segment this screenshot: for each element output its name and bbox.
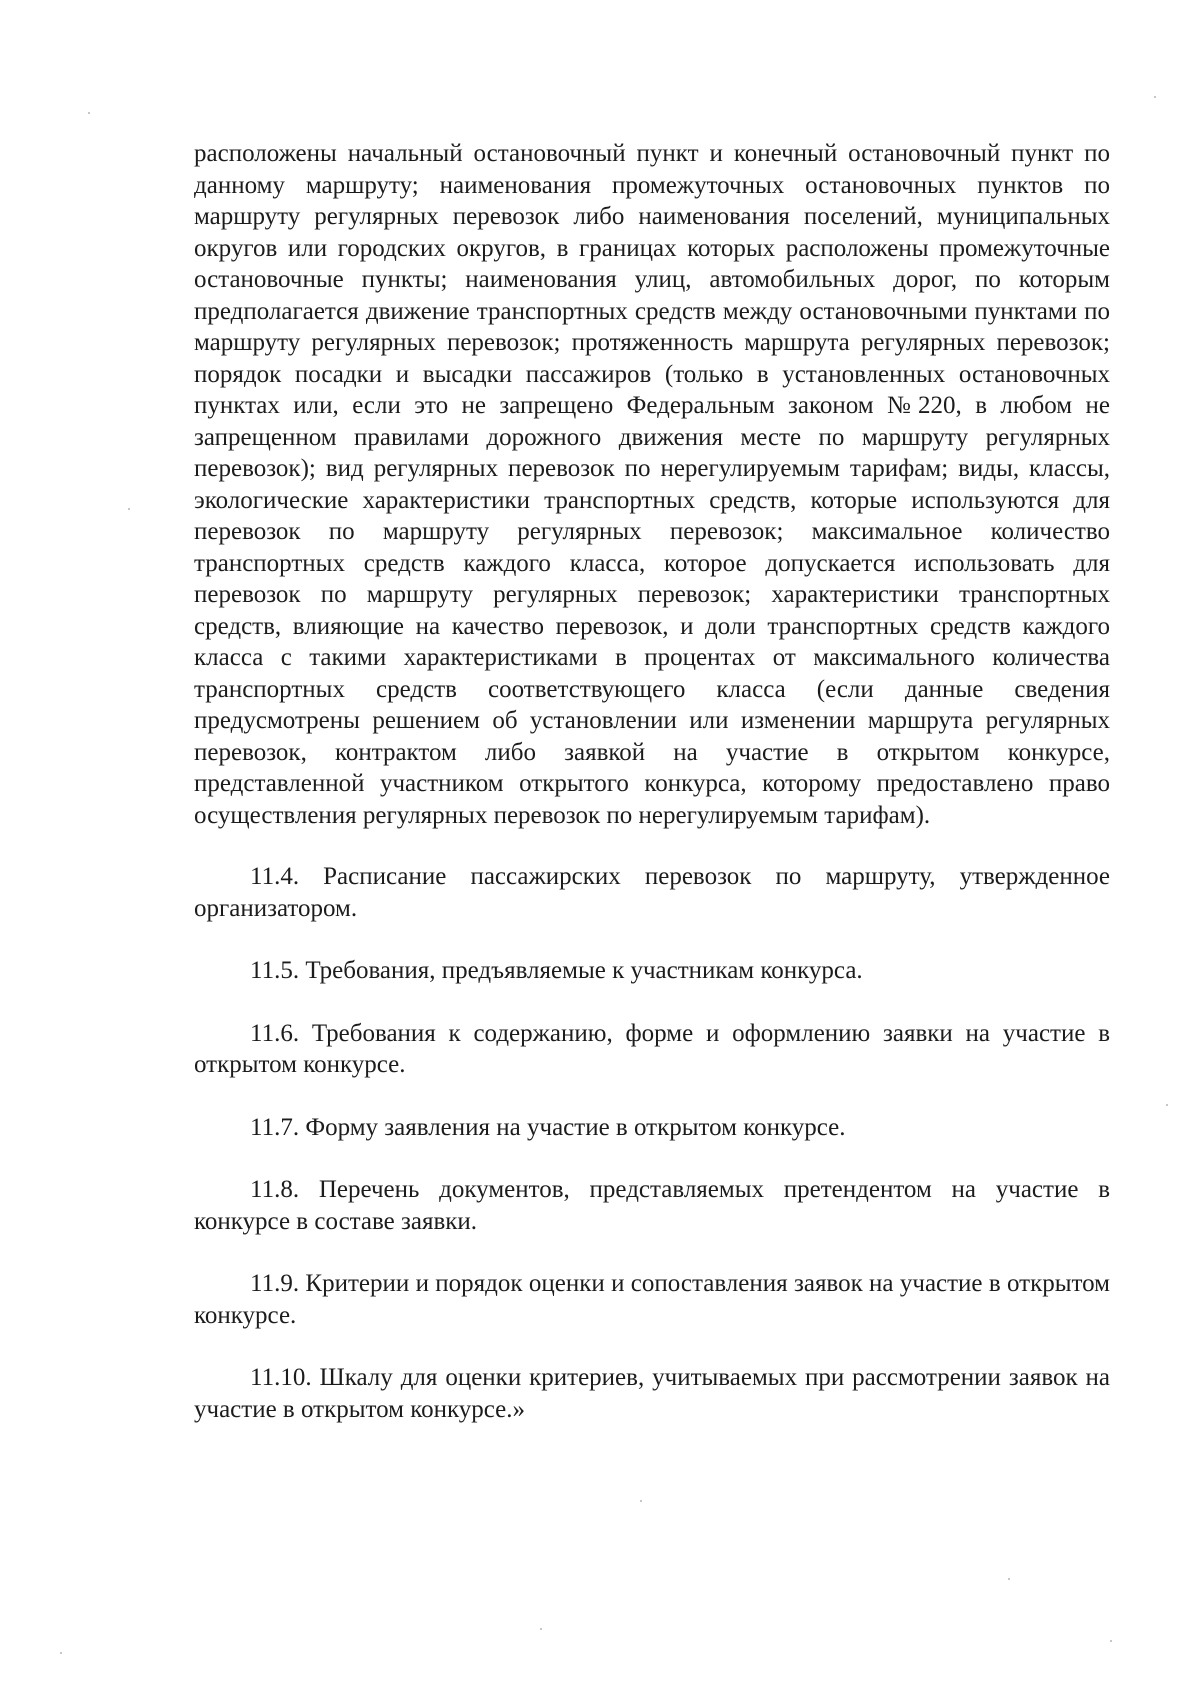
- scan-speck: [60, 1652, 62, 1654]
- scan-speck: [1166, 1104, 1168, 1106]
- clause-11-10: 11.10. Шкалу для оценки критериев, учитываемых при рассмотрении заявок на участие в открытом конкурсе.»: [194, 1364, 1110, 1423]
- scan-speck: [640, 1500, 642, 1502]
- scan-speck: [540, 1628, 542, 1630]
- scan-speck: [1008, 1578, 1010, 1580]
- clause-11-7: 11.7. Форму заявления на участие в открытом конкурсе.: [250, 1113, 846, 1141]
- scan-speck: [128, 508, 130, 510]
- clause-11-5: 11.5. Требования, предъявляемые к участникам конкурса.: [250, 957, 863, 984]
- scan-speck: [1110, 1640, 1112, 1642]
- scan-speck: [88, 112, 90, 114]
- clause-11-9: 11.9. Критерии и порядок оценки и сопоставления заявок на участие в открытом конкурсе.: [194, 1270, 1110, 1329]
- scan-speck: [1154, 96, 1156, 98]
- document-body: [194, 138, 1110, 1425]
- clause-11-8: 11.8. Перечень документов, представляемых претендентом на участие в конкурсе в составе заявки.: [194, 1176, 1110, 1235]
- clause-11-4: 11.4. Расписание пассажирских перевозок по маршруту, утвержденное организатором.: [194, 863, 1110, 922]
- intro-paragraph: расположены начальный остановочный пункт и конечный остановочный пункт по данному маршруту; наименования промежуточных остановочных пунктов по маршруту регулярных перевозок либо наименования поселений, муниципальных округов или городских округов, в границах которых расположены промежуточные остановочные пункты; наименования улиц, автомобильных дорог, по которым предполагается движение транспортных средств между остановочными пунктами по маршруту регулярных перевозок; протяженность маршрута регулярных перевозок; порядок посадки и высадки пассажиров (только в установленных остановочных пунктах или, если это не запрещено Федеральным законом №220, в любом не запрещенном правилами дорожного движения месте по маршруту регулярных перевозок); вид регулярных перевозок по нерегулируемым тарифам; виды, классы, экологические характеристики транспортных средств, которые используются для перевозок по маршруту регулярных перевозок; максимальное количество транспортных средств каждого класса, которое допускается использовать для перевозок по маршруту регулярных перевозок; характеристики транспортных средств, влияющие на качество перевозок, и доли транспортных средств каждого класса с такими характеристиками в процентах от максимального количества транспортных средств соответствующего класса (если данные сведения предусмотрены решением об установлении или изменении маршрута регулярных перевозок, контрактом либо заявкой на участие в открытом конкурсе, представленной участником открытого конкурса, которому предоставлено право осуществления регулярных перевозок по нерегулируемым тарифам).: [194, 140, 1110, 829]
- clause-11-6: 11.6. Требования к содержанию, форме и оформлению заявки на участие в открытом конкурсе.: [194, 1019, 1110, 1078]
